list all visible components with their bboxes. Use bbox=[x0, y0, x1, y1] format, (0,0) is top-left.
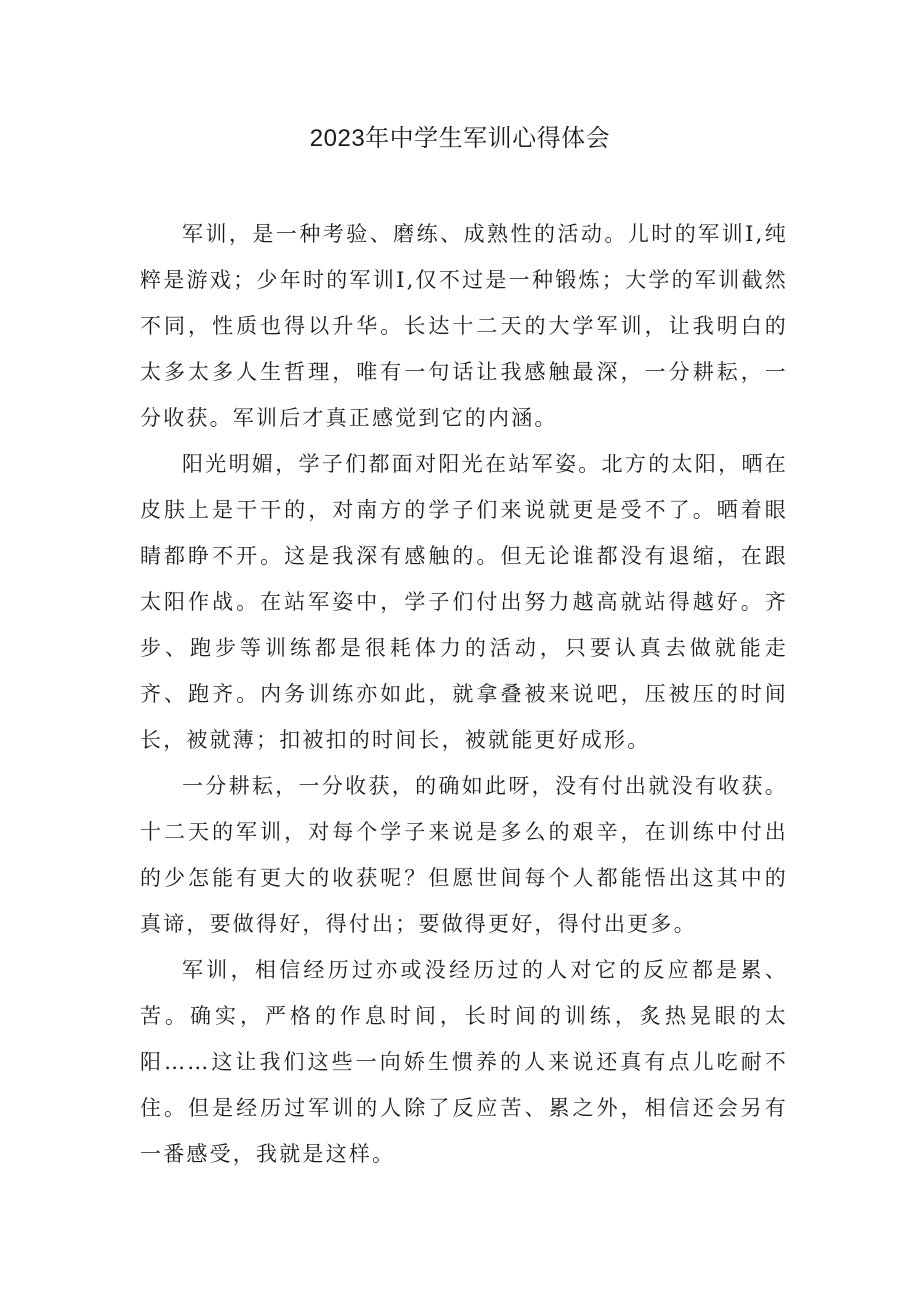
document-title: 2023年中学生军训心得体会 bbox=[309, 125, 611, 152]
paragraph-2: 阳光明媚，学子们都面对阳光在站军姿。北方的太阳，晒在皮肤上是干干的，对南方的学子们来说就更是受不了。晒着眼睛都睁不开。这是我深有感触的。但无论谁都没有退缩，在跟太阳作战。在站军姿中，学子们付出努力越高就站得越好。齐步、跑步等训练都是很耗体力的活动，只要认真去做就能走齐、跑齐。内务训练亦如此，就拿叠被来说吧，压被压的时间长，被就薄；扣被扣的时间长，被就能更好成形。 bbox=[140, 452, 788, 752]
document-body bbox=[140, 211, 788, 1177]
paragraph-4: 军训，相信经历过亦或没经历过的人对它的反应都是累、苦。确实，严格的作息时间，长时间的训练，炙热晃眼的太阳……这让我们这些一向娇生惯养的人来说还真有点儿吃耐不住。但是经历过军训的人除了反应苦、累之外，相信还会另有一番感受，我就是这样。 bbox=[140, 958, 788, 1166]
paragraph-1: 军训，是一种考验、磨练、成熟性的活动。儿时的军训I,纯粹是游戏；少年时的军训I,仅不过是一种锻炼；大学的军训截然不同，性质也得以升华。长达十二天的大学军训，让我明白的太多太多人生哲理，唯有一句话让我感触最深，一分耕耘，一分收获。军训后才真正感觉到它的内涵。 bbox=[140, 222, 788, 430]
paragraph-3: 一分耕耘，一分收获，的确如此呀，没有付出就没有收获。十二天的军训，对每个学子来说是多么的艰辛，在训练中付出的少怎能有更大的收获呢？但愿世间每个人都能悟出这其中的真谛，要做得好，得付出；要做得更好，得付出更多。 bbox=[140, 774, 788, 936]
